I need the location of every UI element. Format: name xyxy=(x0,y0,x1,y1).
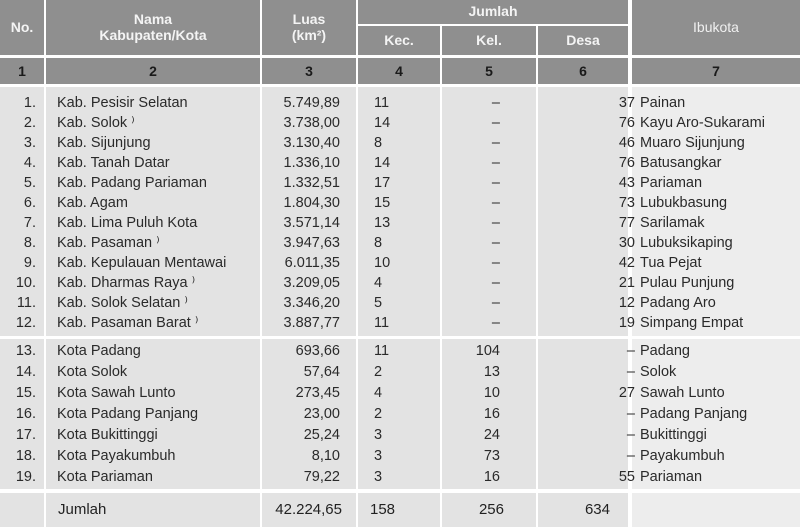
row-ibukota: Padang xyxy=(640,343,690,359)
total-kel: 256 xyxy=(478,501,504,518)
header-kec xyxy=(358,26,440,55)
column-number xyxy=(358,58,440,84)
row-desa: 77 xyxy=(618,215,635,231)
row-luas: 8,10 xyxy=(311,448,340,464)
row-name: Kota Solok xyxy=(57,364,128,380)
row-name: Kab. Solok ⁾ xyxy=(57,115,135,131)
row-name: Kab. Lima Puluh Kota xyxy=(57,215,198,231)
body-bg xyxy=(0,493,44,527)
header-luas-line1: Luas xyxy=(292,11,326,28)
row-kec: 4 xyxy=(374,385,383,401)
column-number-label: 1 xyxy=(18,63,26,79)
row-desa: 27 xyxy=(618,385,635,401)
header-jumlah-label: Jumlah xyxy=(468,3,518,20)
row-number: 16. xyxy=(15,406,36,422)
column-number-label: 4 xyxy=(395,63,403,79)
column-number-label: 7 xyxy=(712,63,720,79)
row-luas: 25,24 xyxy=(303,427,340,443)
total-luas: 42.224,65 xyxy=(275,501,342,518)
row-kel: 73 xyxy=(483,448,500,464)
row-desa: 19 xyxy=(618,315,635,331)
header-luas xyxy=(262,0,356,55)
table-row xyxy=(0,253,800,273)
table-row xyxy=(0,446,800,466)
row-ibukota: Bukittinggi xyxy=(640,427,707,443)
row-desa: 37 xyxy=(618,95,635,111)
table-row xyxy=(0,113,800,133)
row-luas: 23,00 xyxy=(303,406,340,422)
header-luas-line2: (km²) xyxy=(291,26,327,43)
header-nama xyxy=(46,0,260,55)
row-number: 2. xyxy=(23,115,36,131)
row-number: 7. xyxy=(23,215,36,231)
row-ibukota: Sawah Lunto xyxy=(640,385,725,401)
row-desa: 43 xyxy=(618,175,635,191)
row-kec: 11 xyxy=(374,315,390,331)
row-kec: 10 xyxy=(374,255,391,271)
row-number: 14. xyxy=(15,364,36,380)
row-luas: 3.209,05 xyxy=(283,275,340,291)
row-kel: – xyxy=(491,275,500,291)
row-luas: 273,45 xyxy=(295,385,340,401)
row-desa: – xyxy=(626,343,635,359)
row-kec: 17 xyxy=(374,175,391,191)
row-luas: 57,64 xyxy=(303,364,340,380)
row-name: Kota Bukittinggi xyxy=(57,427,158,443)
column-number xyxy=(262,58,356,84)
row-luas: 1.336,10 xyxy=(283,155,340,171)
column-number xyxy=(632,58,800,84)
row-name: Kab. Pasaman Barat ⁾ xyxy=(57,315,199,331)
header-ibukota xyxy=(632,0,800,55)
row-number: 12. xyxy=(15,315,36,331)
row-number: 1. xyxy=(23,95,36,111)
row-ibukota: Muaro Sijunjung xyxy=(640,135,745,151)
row-luas: 1.804,30 xyxy=(283,195,340,211)
row-luas: 3.130,40 xyxy=(283,135,340,151)
row-number: 17. xyxy=(15,427,36,443)
row-kec: 3 xyxy=(374,427,383,443)
row-name: Kab. Padang Pariaman xyxy=(57,175,207,191)
row-number: 3. xyxy=(23,135,36,151)
row-name: Kab. Tanah Datar xyxy=(57,155,170,171)
row-kel: – xyxy=(491,175,500,191)
column-number-label: 2 xyxy=(149,63,157,79)
row-kec: 11 xyxy=(374,95,390,111)
table-row xyxy=(0,213,800,233)
row-luas: 3.346,20 xyxy=(283,295,340,311)
row-number: 6. xyxy=(23,195,36,211)
row-name: Kab. Dharmas Raya ⁾ xyxy=(57,275,196,291)
table-row xyxy=(0,362,800,382)
row-ibukota: Pariaman xyxy=(640,175,703,191)
row-number: 9. xyxy=(23,255,36,271)
row-name: Kota Padang xyxy=(57,343,141,359)
table-row xyxy=(0,383,800,403)
row-name: Kab. Kepulauan Mentawai xyxy=(57,255,227,271)
table-row xyxy=(0,233,800,253)
row-kec: 14 xyxy=(374,115,391,131)
row-number: 15. xyxy=(15,385,36,401)
table-row xyxy=(0,153,800,173)
row-name: Kab. Sijunjung xyxy=(57,135,151,151)
row-ibukota: Tua Pejat xyxy=(640,255,702,271)
table-row xyxy=(0,341,800,361)
row-luas: 3.571,14 xyxy=(283,215,340,231)
row-kel: – xyxy=(491,235,500,251)
row-luas: 6.011,35 xyxy=(284,255,340,271)
row-kel: – xyxy=(491,155,500,171)
row-kec: 3 xyxy=(374,469,383,485)
column-number xyxy=(0,58,44,84)
row-desa: 46 xyxy=(618,135,635,151)
row-kec: 2 xyxy=(374,406,383,422)
row-kec: 13 xyxy=(374,215,391,231)
table-row xyxy=(0,193,800,213)
row-kel: 24 xyxy=(483,427,500,443)
row-kec: 8 xyxy=(374,135,383,151)
row-kel: – xyxy=(491,315,500,331)
row-kec: 14 xyxy=(374,155,391,171)
row-desa: 76 xyxy=(618,155,635,171)
row-luas: 5.749,89 xyxy=(283,95,340,111)
column-number-label: 6 xyxy=(579,63,587,79)
row-kec: 2 xyxy=(374,364,383,380)
row-number: 11. xyxy=(16,295,36,311)
row-kec: 4 xyxy=(374,275,383,291)
row-desa: 76 xyxy=(618,115,635,131)
row-desa: 55 xyxy=(618,469,635,485)
header-kel xyxy=(442,26,536,55)
row-luas: 79,22 xyxy=(303,469,340,485)
row-desa: – xyxy=(626,406,635,422)
row-kel: 16 xyxy=(483,469,500,485)
header-nama-line2: Kabupaten/Kota xyxy=(99,26,207,43)
row-number: 13. xyxy=(15,343,36,359)
row-luas: 3.738,00 xyxy=(283,115,340,131)
row-desa: – xyxy=(626,448,635,464)
row-number: 5. xyxy=(23,175,36,191)
row-name: Kab. Pesisir Selatan xyxy=(57,95,188,111)
row-luas: 3.887,77 xyxy=(283,315,340,331)
row-kec: 15 xyxy=(374,195,391,211)
table-row xyxy=(0,173,800,193)
header-nama-line1: Nama xyxy=(133,11,173,28)
row-desa: – xyxy=(626,364,635,380)
body-bg xyxy=(632,493,800,527)
table-row xyxy=(0,425,800,445)
table-row xyxy=(0,313,800,333)
table-row xyxy=(0,93,800,113)
row-number: 10. xyxy=(15,275,36,291)
row-ibukota: Simpang Empat xyxy=(640,315,744,331)
row-desa: 21 xyxy=(618,275,635,291)
row-kel: – xyxy=(491,115,500,131)
row-ibukota: Pulau Punjung xyxy=(640,275,735,291)
row-desa: 12 xyxy=(618,295,635,311)
row-name: Kota Sawah Lunto xyxy=(57,385,176,401)
row-kel: – xyxy=(491,295,500,311)
header-no xyxy=(0,0,44,55)
row-name: Kota Pariaman xyxy=(57,469,153,485)
row-kec: 8 xyxy=(374,235,383,251)
row-name: Kota Padang Panjang xyxy=(57,406,199,422)
row-name: Kota Payakumbuh xyxy=(57,448,176,464)
row-ibukota: Lubukbasung xyxy=(640,195,728,211)
row-kel: 16 xyxy=(483,406,500,422)
column-number-label: 3 xyxy=(305,63,313,79)
row-ibukota: Lubuksikaping xyxy=(640,235,733,251)
row-number: 18. xyxy=(15,448,36,464)
row-number: 19. xyxy=(15,469,36,485)
column-number xyxy=(46,58,260,84)
row-desa: 42 xyxy=(618,255,635,271)
row-ibukota: Sarilamak xyxy=(640,215,705,231)
row-kel: – xyxy=(491,135,500,151)
row-kec: 11 xyxy=(374,343,390,359)
table-row xyxy=(0,404,800,424)
row-luas: 3.947,63 xyxy=(283,235,340,251)
header-desa-label: Desa xyxy=(566,31,600,48)
column-number xyxy=(538,58,628,84)
row-ibukota: Pariaman xyxy=(640,469,703,485)
column-number xyxy=(442,58,536,84)
row-number: 8. xyxy=(23,235,36,251)
row-kel: 104 xyxy=(475,343,500,359)
row-desa: – xyxy=(626,427,635,443)
row-ibukota: Padang Aro xyxy=(640,295,716,311)
table-row xyxy=(0,133,800,153)
row-name: Kab. Pasaman ⁾ xyxy=(57,235,160,251)
row-kel: – xyxy=(491,95,500,111)
row-luas: 693,66 xyxy=(295,343,340,359)
header-kel-label: Kel. xyxy=(476,31,502,48)
row-ibukota: Padang Panjang xyxy=(640,406,748,422)
row-number: 4. xyxy=(23,155,36,171)
column-number-label: 5 xyxy=(485,63,493,79)
row-ibukota: Painan xyxy=(640,95,686,111)
total-label: Jumlah xyxy=(58,501,107,518)
row-kec: 5 xyxy=(374,295,383,311)
row-luas: 1.332,51 xyxy=(283,175,340,191)
row-ibukota: Kayu Aro-Sukarami xyxy=(640,115,765,131)
row-name: Kab. Solok Selatan ⁾ xyxy=(57,295,188,311)
table-row xyxy=(0,467,800,487)
total-kec: 158 xyxy=(370,501,396,518)
row-ibukota: Batusangkar xyxy=(640,155,722,171)
row-name: Kab. Agam xyxy=(57,195,128,211)
row-ibukota: Solok xyxy=(640,364,677,380)
row-kel: – xyxy=(491,195,500,211)
header-desa xyxy=(538,26,628,55)
header-no-label: No. xyxy=(10,18,34,35)
row-kel: – xyxy=(491,215,500,231)
table-row xyxy=(0,293,800,313)
row-kel: 10 xyxy=(483,385,500,401)
header-ibukota-label: Ibukota xyxy=(693,18,739,35)
row-kec: 3 xyxy=(374,448,383,464)
row-kel: – xyxy=(491,255,500,271)
total-desa: 634 xyxy=(584,501,610,518)
row-desa: 30 xyxy=(618,235,635,251)
header-jumlah xyxy=(358,0,628,24)
row-kel: 13 xyxy=(483,364,500,380)
header-kec-label: Kec. xyxy=(384,31,414,48)
row-ibukota: Payakumbuh xyxy=(640,448,725,464)
row-desa: 73 xyxy=(618,195,635,211)
table-row xyxy=(0,273,800,293)
